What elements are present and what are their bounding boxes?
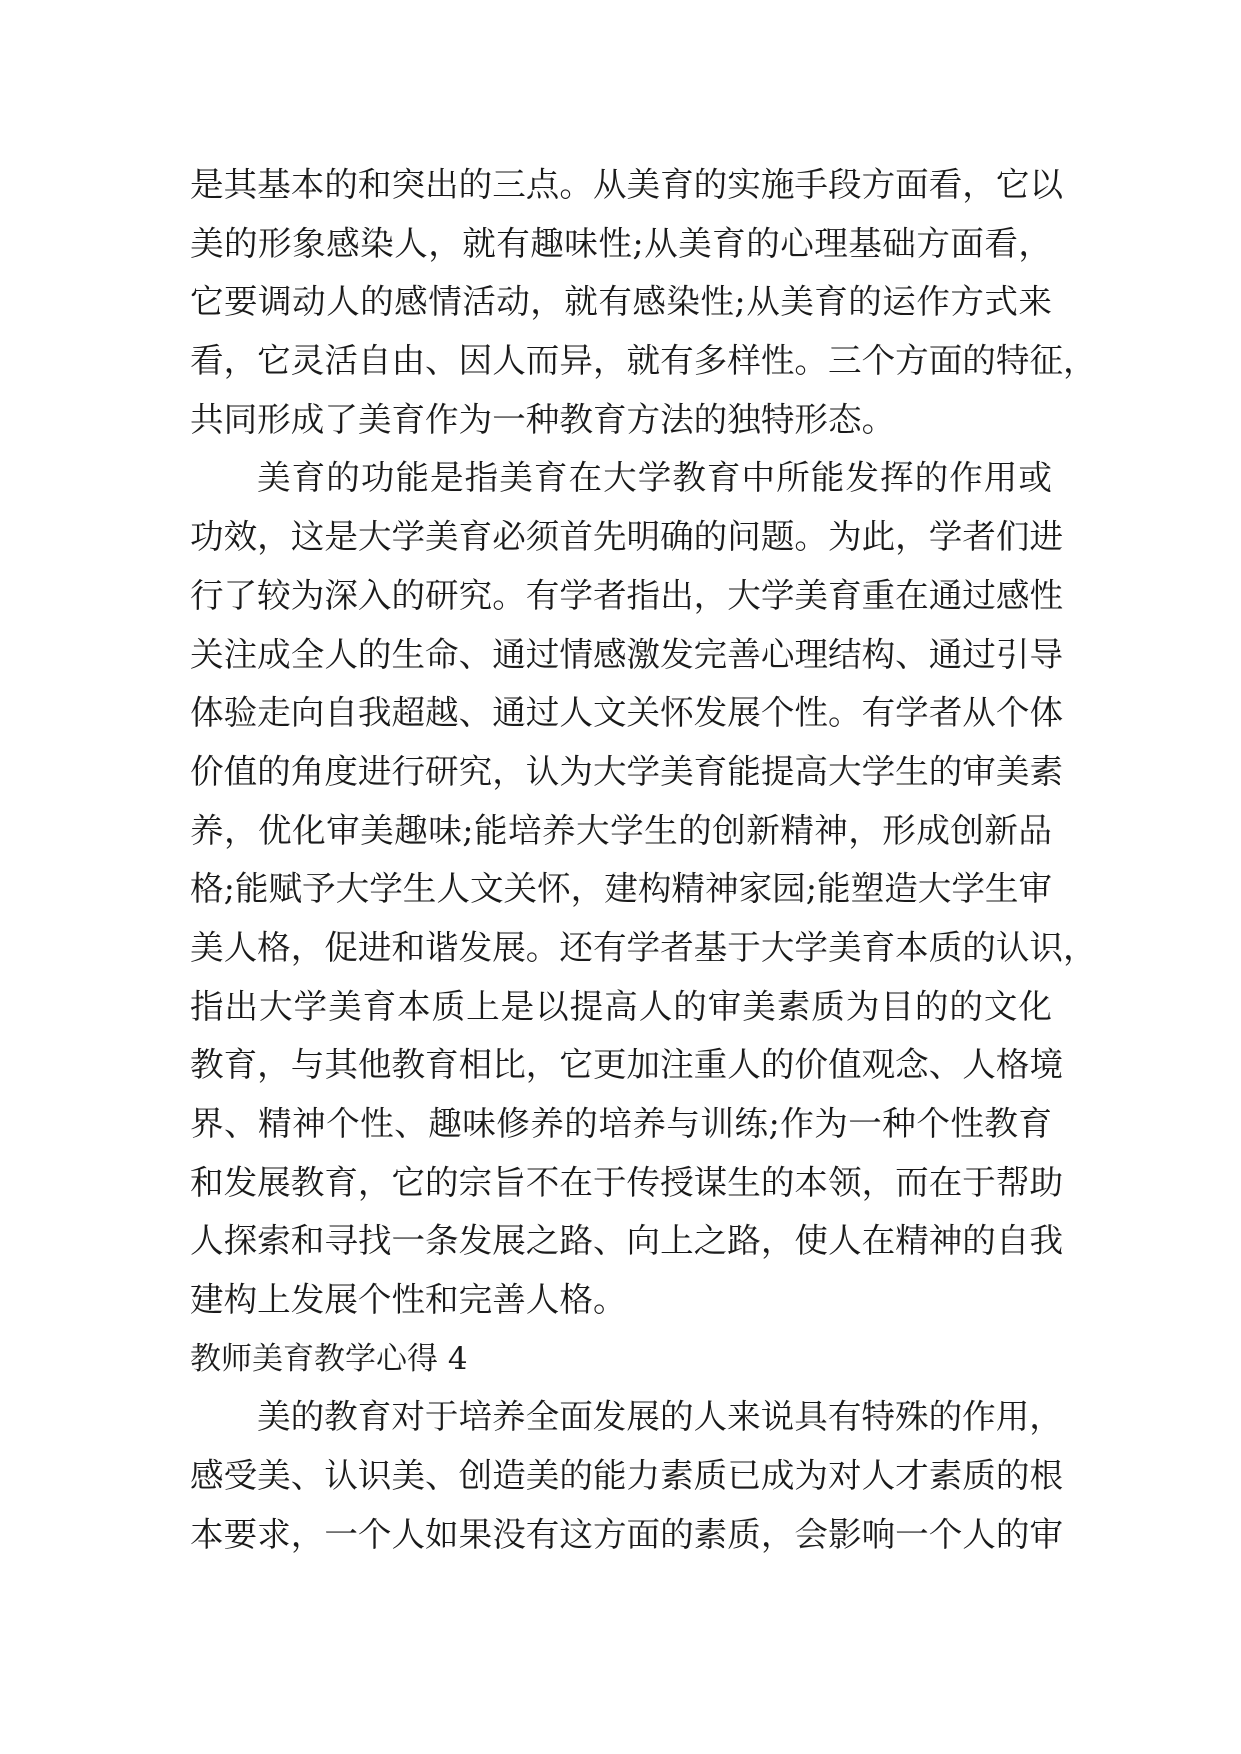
paragraph-1-line: 是其基本的和突出的三点。从美育的实施手段方面看，它以 [190,165,1064,204]
paragraph-1-line: 共同形成了美育作为一种教育方法的独特形态。 [190,399,896,439]
paragraph-3 [190,1388,1064,1564]
document-body [190,156,1097,1565]
paragraph-2 [190,449,1097,1329]
paragraph-2-line: 养，优化审美趣味;能培养大学生的创新精神，形成创新品 [190,810,1052,850]
paragraph-3-line: 感受美、认识美、创造美的能力素质已成为对人才素质的根 [190,1456,1064,1496]
section-heading: 教师美育教学心得 4 [190,1340,468,1377]
paragraph-2-line: 美育的功能是指美育在大学教育中所能发挥的作用或 [257,458,1052,498]
paragraph-2-line: 界、精神个性、趣味修养的培养与训练;作为一种个性教育 [190,1104,1052,1143]
paragraph-2-line: 教育，与其他教育相比，它更加注重人的价值观念、人格境 [190,1045,1064,1085]
paragraph-3-line: 美的教育对于培养全面发展的人来说具有特殊的作用， [257,1397,1063,1437]
paragraph-2-line: 价值的角度进行研究，认为大学美育能提高大学生的审美素 [190,751,1064,791]
paragraph-1-line: 看，它灵活自由、因人而异，就有多样性。三个方面的特征， [190,341,1097,381]
paragraph-2-line: 体验走向自我超越、通过人文关怀发展个性。有学者从个体 [190,693,1064,733]
paragraph-2-line: 美人格，促进和谐发展。还有学者基于大学美育本质的认识， [190,927,1097,967]
paragraph-2-line: 功效，这是大学美育必须首先明确的问题。为此，学者们进 [190,517,1064,557]
paragraph-3-line: 本要求，一个人如果没有这方面的素质，会影响一个人的审 [190,1514,1064,1554]
paragraph-2-line: 指出大学美育本质上是以提高人的审美素质为目的的文化 [190,986,1052,1026]
paragraph-1 [190,156,1097,449]
paragraph-2-line: 行了较为深入的研究。有学者指出，大学美育重在通过感性 [190,575,1064,615]
paragraph-2-line: 关注成全人的生命、通过情感激发完善心理结构、通过引导 [190,634,1064,674]
paragraph-2-line: 建构上发展个性和完善人格。 [190,1280,627,1320]
paragraph-2-line: 格;能赋予大学生人文关怀，建构精神家园;能塑造大学生审 [190,869,1053,909]
paragraph-1-line: 美的形象感染人，就有趣味性;从美育的心理基础方面看， [190,223,1052,263]
paragraph-1-line: 它要调动人的感情活动，就有感染性;从美育的运作方式来 [190,282,1052,322]
paragraph-2-line: 人探索和寻找一条发展之路、向上之路，使人在精神的自我 [190,1221,1064,1261]
paragraph-2-line: 和发展教育，它的宗旨不在于传授谋生的本领，而在于帮助 [190,1162,1064,1202]
